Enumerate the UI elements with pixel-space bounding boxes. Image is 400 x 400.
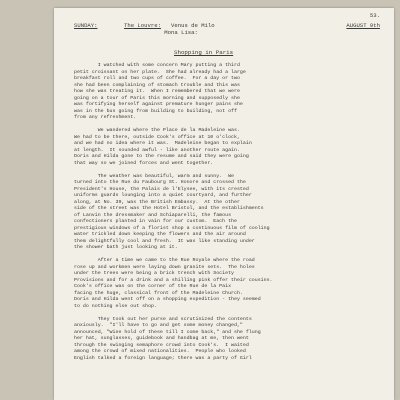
text-line: that way so we joined forces and went together.: [74, 160, 214, 166]
text-line: rose up and workmen were laying down granite sets. The holes: [74, 264, 255, 270]
header-line1: Venus de Milo: [171, 22, 215, 29]
text-line: water trickled down keeping the flowers and the air around: [74, 232, 246, 237]
text-line: English talked a foreign language; there was a party of Girl: [74, 355, 252, 361]
text-line: confectioners planted in vain for our custom. Each the: [74, 219, 237, 224]
text-line: President's House, the Palais de l'Elysee, with its crested: [74, 186, 249, 192]
text-line: prestigious windows of a florist shop a continuous film of cooling: [74, 225, 270, 231]
text-line: The weather was beautiful, warm and sunny. We: [74, 173, 235, 179]
text-line: under the trees were being a brick trench with Society: [74, 271, 235, 276]
text-line: through the swinging semaphore crowd into Cook's. I waited: [74, 342, 249, 348]
text-line: among the crowd of mixed nationalities. People who looked: [74, 349, 246, 354]
text-line: was fortifying herself against premature hunger pains she: [74, 102, 243, 107]
text-line: Doris and Hilda gone to the resume and said they were going: [74, 154, 249, 159]
text-line: Cook's office was on the corner of the Rue de la Paix: [74, 284, 232, 289]
typewritten-page: [54, 8, 394, 400]
text-line: turned into the Rue du Faubourg St. Honore and crossed the: [74, 180, 246, 185]
body-text: [74, 63, 380, 369]
text-line: of Lanvin the dressmaker and Schiaparelli, the famous: [74, 212, 232, 218]
text-line: We wandered where the Place de la Madeleine was.: [74, 128, 240, 133]
paragraph: [74, 258, 380, 310]
text-line: them delightfully cool and fresh. It was like standing under: [74, 238, 255, 244]
text-line: side of the street was the Hotel Bristol, and the establishments: [74, 206, 264, 211]
text-line: anxiously. "I'll have to go and get some money changed,": [74, 323, 243, 328]
text-line: I watched with some concern Mary putting a third: [74, 63, 240, 68]
paragraph: [74, 317, 380, 363]
text-line: the shower bath just looking at it.: [74, 245, 178, 250]
header-line2: Mona Lisa:: [164, 29, 198, 36]
text-line: After a time we came to the Rue Royale where the road: [74, 258, 255, 263]
text-line: They took out her purse and scrutinized the contents: [74, 316, 252, 322]
text-line: facing the huge, classical front of the Madeleine Church.: [74, 290, 243, 296]
text-line: Doris and Hilda went off on a shopping expedition - they seemed: [74, 297, 261, 302]
header-date: AUGUST 9th: [346, 22, 380, 29]
text-line: and we had no idea where it was. Madeleine began to explain: [74, 141, 252, 146]
text-line: going on a tour of Paris this morning and supposedly she: [74, 95, 240, 101]
text-line: her hat, sunglasses, guidebook and handbag at me, then went: [74, 336, 249, 341]
text-line: We had to be there, outside Cook's office at 10 o'clock,: [74, 134, 240, 140]
text-line: uniforms guards lounging into a quiet courtyard, and further: [74, 193, 252, 198]
page-number: 53.: [369, 12, 380, 19]
header-location: The Louvre:: [124, 22, 161, 29]
text-line: announced, "Wine hold of these till I come back," and she flung: [74, 329, 261, 335]
text-line: breakfast roll and two cups of coffee. For a day or two: [74, 76, 240, 81]
text-line: to do nothing else out shop.: [74, 303, 157, 309]
header-day: SUNDAY:: [74, 22, 98, 29]
paragraph: [74, 174, 380, 252]
section-title: Shopping in Paris: [174, 49, 234, 56]
header-location-block: [124, 22, 215, 36]
text-line: petit croissant on her plate. She had already had a large: [74, 69, 246, 75]
text-line: she had been complaining of stomach trouble and this was: [74, 82, 240, 88]
text-line: at length. It sounded awful - like another route again.: [74, 147, 240, 153]
text-line: along, at No. 39, was the British Embassy. At the other: [74, 199, 240, 205]
text-line: Provisions and for a drink and a shilling pink offer their cousins.: [74, 277, 273, 283]
text-line: from any refreshment.: [74, 115, 137, 120]
text-line: how she was treating it. When I remembered that we were: [74, 89, 240, 94]
text-line: was in the bus going from building to building, not off: [74, 108, 237, 114]
paragraph: [74, 63, 380, 122]
paragraph: [74, 128, 380, 167]
